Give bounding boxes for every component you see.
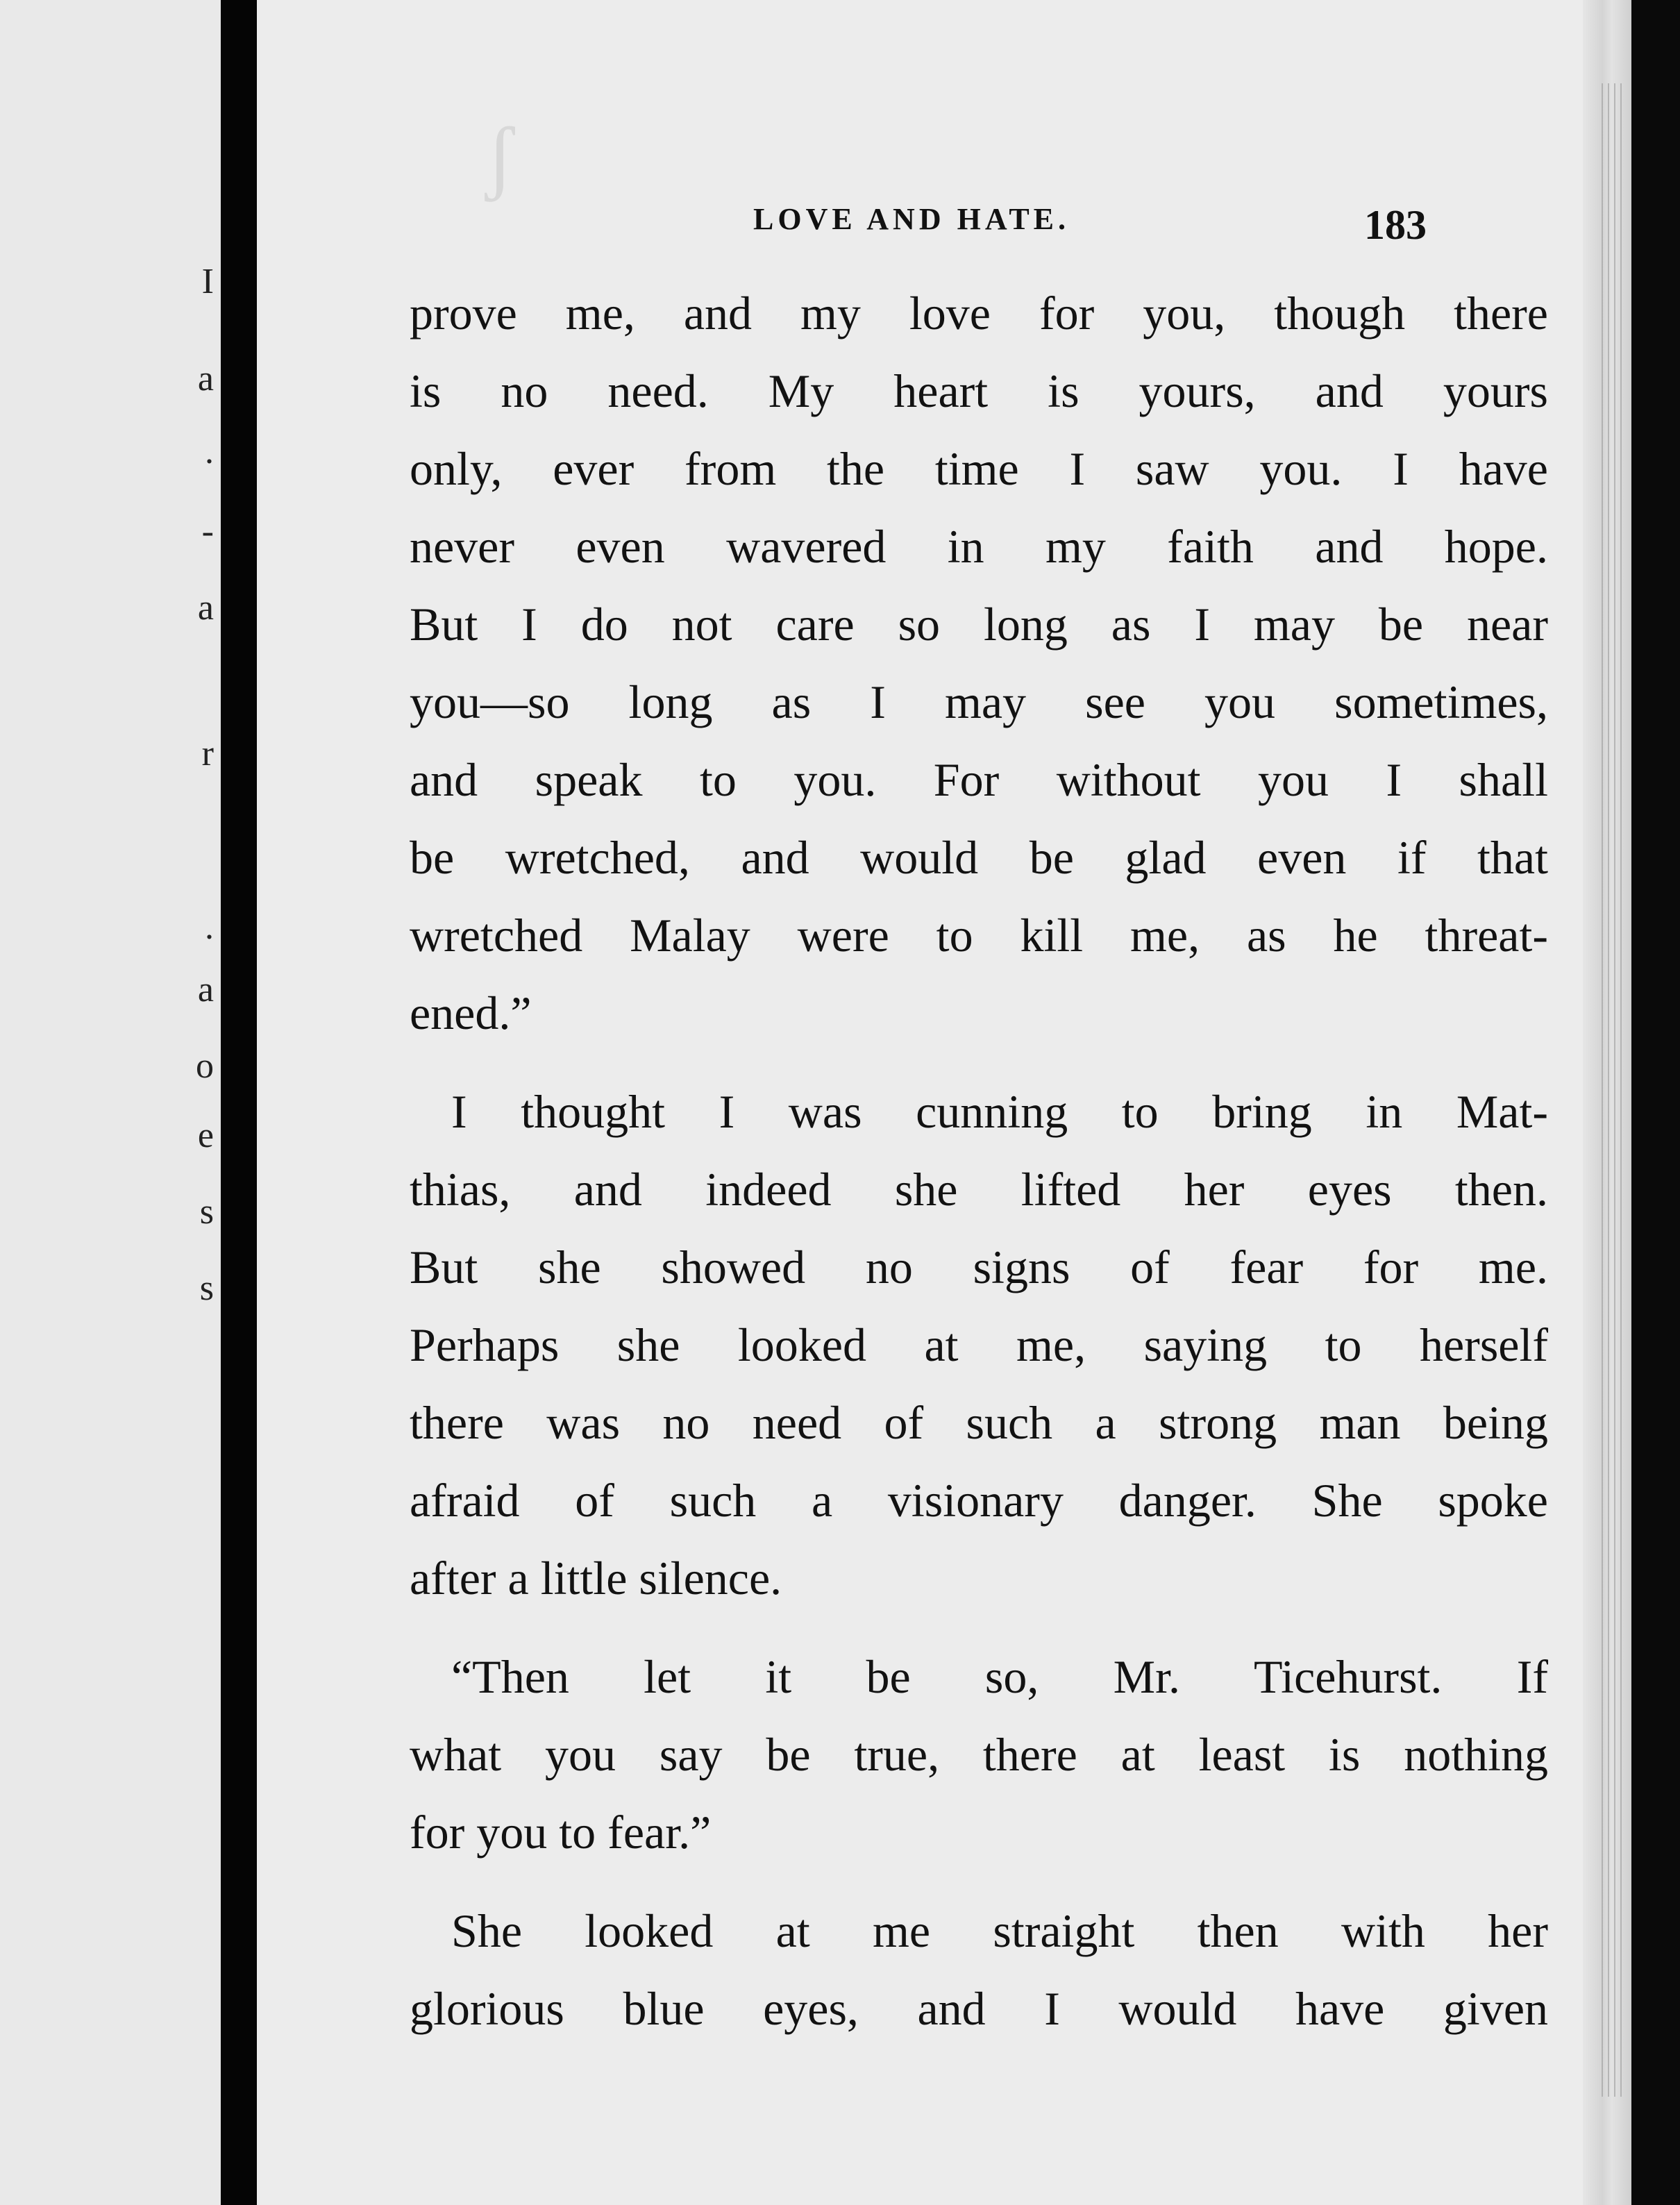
- text-line: But she showed no signs of fear for me.: [410, 1241, 1548, 1293]
- text-line: But I do not care so long as I may be near: [410, 598, 1548, 651]
- running-head: LOVE AND HATE.: [753, 202, 1070, 236]
- text-line: for you to fear.”: [410, 1806, 712, 1859]
- text-line: prove me, and my love for you, though there: [410, 287, 1548, 339]
- text-line: only, ever from the time I saw you. I have: [410, 442, 1548, 495]
- text-line: afraid of such a visionary danger. She spoke: [410, 1474, 1548, 1527]
- text-line: you—so long as I may see you sometimes,: [410, 676, 1548, 728]
- page-number: 183: [1364, 202, 1427, 248]
- text-line: be wretched, and would be glad even if that: [410, 831, 1548, 884]
- text-line: thias, and indeed she lifted her eyes then.: [410, 1163, 1548, 1216]
- left-page: [0, 0, 221, 2205]
- text-line: what you say be true, there at least is nothing: [410, 1728, 1548, 1781]
- text-line: after a little silence.: [410, 1552, 782, 1604]
- margin-fragment: s: [199, 1268, 214, 1308]
- margin-fragment: s: [199, 1192, 214, 1232]
- margin-fragment: r: [201, 734, 214, 773]
- text-line: is no need. My heart is yours, and yours: [410, 364, 1548, 417]
- margin-fragment: e: [197, 1116, 214, 1155]
- text-line: and speak to you. For without you I shall: [410, 753, 1548, 806]
- text-line: I thought I was cunning to bring in Mat-: [451, 1085, 1548, 1138]
- text-line: there was no need of such a strong man being: [410, 1396, 1548, 1449]
- text-line: glorious blue eyes, and I would have given: [410, 1982, 1548, 2035]
- margin-fragment: .: [205, 432, 214, 471]
- book-spine-gutter: [221, 0, 257, 2205]
- text-line: “Then let it be so, Mr. Ticehurst. If: [451, 1650, 1548, 1703]
- margin-fragment: a: [197, 359, 214, 399]
- text-line: never even wavered in my faith and hope.: [410, 520, 1548, 573]
- text-line: wretched Malay were to kill me, as he threat-: [410, 909, 1548, 962]
- margin-fragment: -: [201, 512, 214, 551]
- margin-fragment: I: [201, 262, 214, 301]
- body-text: [410, 274, 1548, 2047]
- margin-fragment: a: [197, 970, 214, 1009]
- text-line: ened.”: [410, 987, 532, 1039]
- margin-fragment: o: [196, 1046, 214, 1086]
- text-line: Perhaps she looked at me, saying to herself: [410, 1318, 1548, 1371]
- page-stack-lines: [1597, 83, 1624, 2097]
- book-page: [257, 0, 1631, 2205]
- text-line: She looked at me straight then with her: [451, 1904, 1548, 1957]
- margin-fragment: .: [205, 907, 214, 947]
- margin-fragment: a: [197, 588, 214, 628]
- stamp-mark: ʃ: [486, 110, 514, 202]
